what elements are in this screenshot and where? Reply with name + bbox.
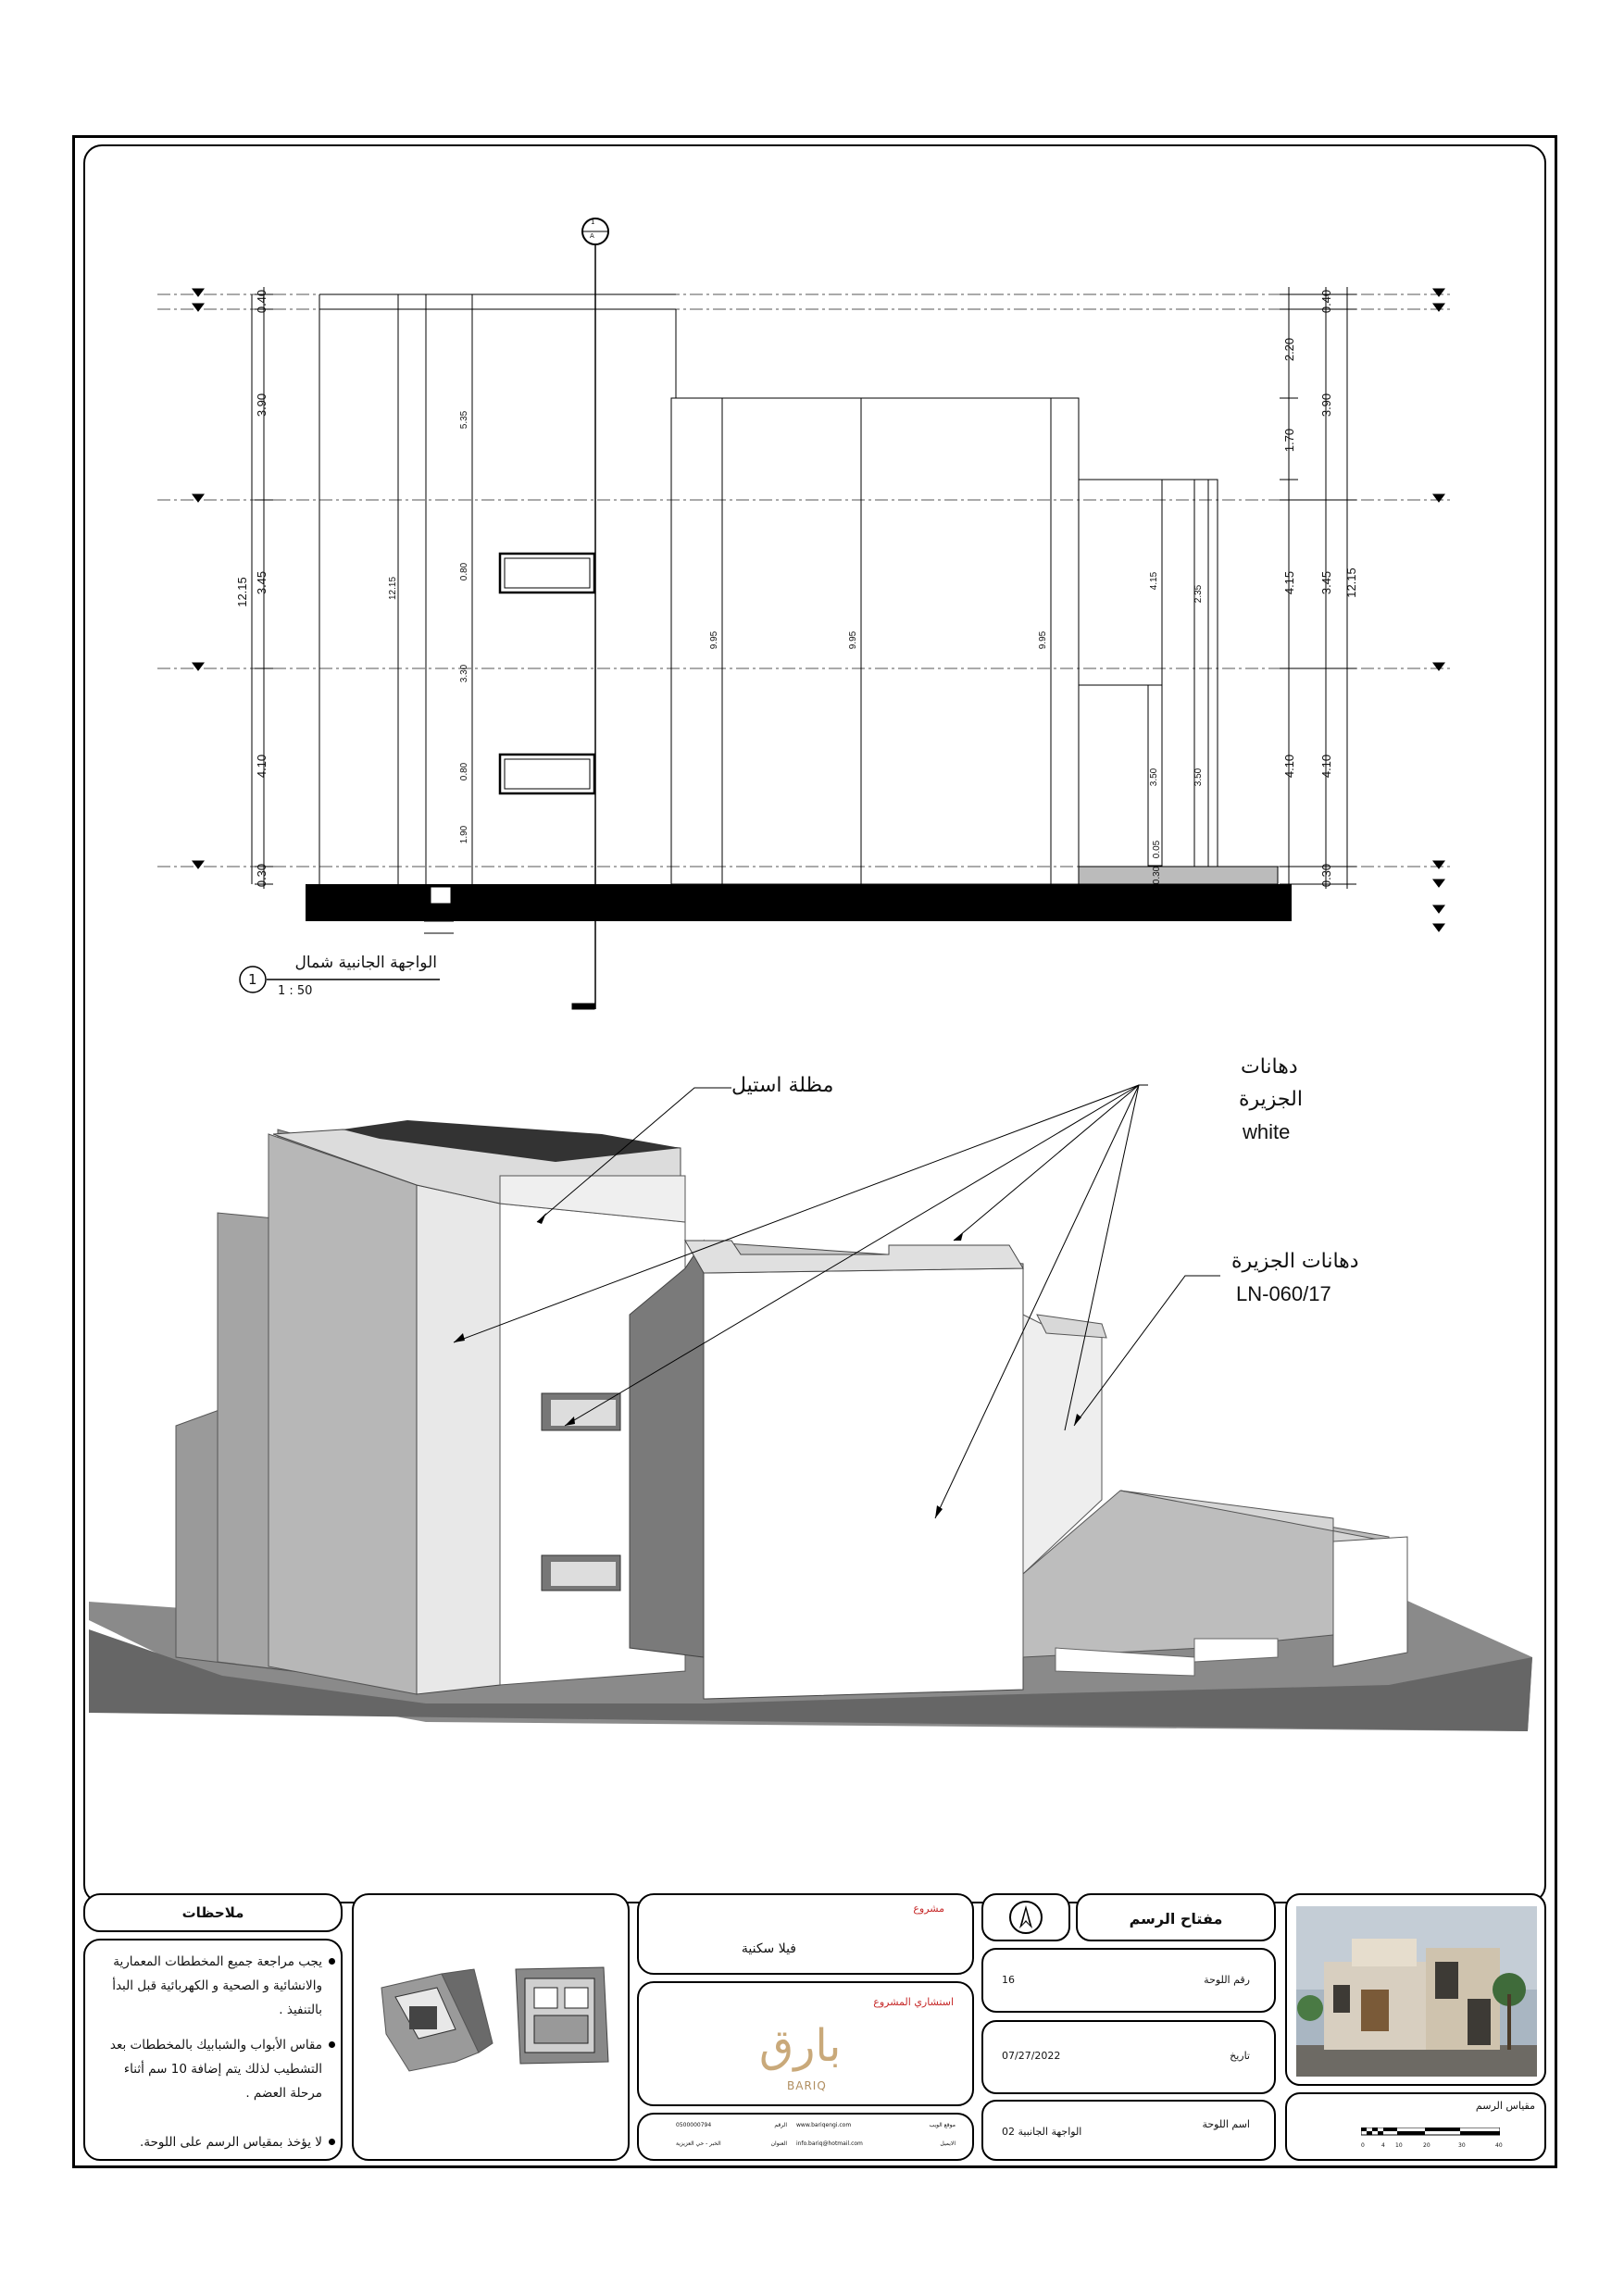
- note-item-1: [106, 1950, 322, 2022]
- north-arrow-box: [981, 1893, 1070, 1941]
- elevation-number: 1: [248, 971, 257, 988]
- dim-right-top: 0.40: [1319, 289, 1334, 314]
- consultant-label: استشاري المشروع: [873, 1996, 954, 2008]
- elevation-scale: 1 : 50: [278, 984, 313, 998]
- dim-right-base: 0.30: [1319, 863, 1334, 888]
- web-label: موقع الويب: [929, 2122, 956, 2128]
- callout-paint-2-line1: دهانات الجزيرة: [1231, 1250, 1359, 1273]
- dim-side-b: 2.35: [1193, 584, 1205, 604]
- note-item-2: [106, 2033, 322, 2105]
- dim-left-top: 0.40: [255, 289, 269, 314]
- scale-tick-1: 4: [1381, 2142, 1385, 2149]
- email-label: الايميل: [940, 2140, 956, 2147]
- key-plan-drawing: [354, 1895, 631, 2163]
- scale-tick-0: 0: [1361, 2142, 1365, 2149]
- note-bullet-1: [329, 1958, 335, 1965]
- project-label: مشروع: [913, 1903, 944, 1915]
- web-value: www.bariqengi.com: [796, 2122, 852, 2128]
- dim-right-upper-b: 3.90: [1319, 393, 1334, 418]
- dim-side-f: 0.30: [1152, 866, 1163, 885]
- dim-right-middle-a: 4.15: [1282, 570, 1297, 595]
- scale-tick-5: 40: [1495, 2142, 1503, 2149]
- legend-title: مفتاح الرسم: [1129, 1910, 1223, 1928]
- dim-sill: 1.90: [459, 825, 470, 844]
- dim-win-upper: 0.80: [459, 562, 470, 581]
- dim-left-middle: 3.45: [255, 570, 269, 595]
- callout-paint-1-line2: الجزيرة: [1239, 1088, 1303, 1111]
- scale-tick-3: 20: [1423, 2142, 1430, 2149]
- dim-right-lower-a: 4.10: [1282, 754, 1297, 779]
- dim-side-a: 4.15: [1149, 571, 1160, 591]
- dim-right-lower-b: 4.10: [1319, 754, 1334, 779]
- scale-title: مقياس الرسم: [1475, 2100, 1535, 2112]
- dim-right-middle-b: 3.45: [1319, 570, 1334, 595]
- sheet-number-box: [981, 1948, 1276, 2013]
- note-item-3: [106, 2130, 322, 2154]
- notes-box: [83, 1939, 343, 2161]
- notes-title: ملاحظات: [181, 1904, 244, 1921]
- callout-steel-canopy: مظلة استيل: [731, 1074, 834, 1097]
- note-text-3: لا يؤخذ بمقياس الرسم على اللوحة.: [140, 2135, 322, 2150]
- date-value: 07/27/2022: [1002, 2050, 1061, 2062]
- consultant-box: [637, 1981, 974, 2106]
- notes-title-box: [83, 1893, 343, 1932]
- dim-left-lower: 4.10: [255, 754, 269, 779]
- contact-box: [637, 2113, 974, 2161]
- callout-paint-1-line3: white: [1243, 1120, 1291, 1143]
- section-marker-top: 1: [591, 218, 595, 226]
- email-value: info.bariq@hotmail.com: [796, 2140, 863, 2147]
- dim-wall-a: 12.15: [388, 576, 399, 601]
- sheet-name-value: الواجهة الجانبية 02: [1002, 2126, 1082, 2138]
- dim-side-c: 3.50: [1149, 767, 1160, 787]
- dim-left-total: 12.15: [234, 577, 249, 607]
- north-arrow-glyph: [1011, 1903, 1041, 1932]
- date-box: [981, 2020, 1276, 2094]
- note-text-1: يجب مراجعة جميع المخططات المعمارية والانشائية و الصحية و الكهربائية قبل البدأ بالتنفيذ .: [112, 1954, 322, 2017]
- dim-right-parapet: 1.70: [1282, 428, 1297, 453]
- address-value: الخبر - حي العزيزية: [676, 2140, 721, 2147]
- sheet-name-box: [981, 2100, 1276, 2161]
- dim-h2: 9.95: [848, 630, 859, 650]
- company-logo: بارق: [759, 2020, 842, 2072]
- phone-value: 0500000794: [676, 2122, 712, 2128]
- north-arrow-icon: [1009, 1901, 1043, 1934]
- date-label: تاريخ: [1230, 2050, 1250, 2062]
- scale-tick-4: 30: [1458, 2142, 1466, 2149]
- key-plan-box: [352, 1893, 630, 2161]
- dim-h1: 9.95: [709, 630, 720, 650]
- phone-label: الرقم: [774, 2122, 787, 2128]
- dim-side-e: 0.05: [1152, 840, 1163, 859]
- note-bullet-2: [329, 2041, 335, 2048]
- scale-box: [1285, 2092, 1546, 2161]
- dim-gap: 3.30: [459, 664, 470, 683]
- thumbnail-box: [1285, 1893, 1546, 2086]
- note-bullet-3: [329, 2139, 335, 2145]
- callout-paint-1-line1: دهانات: [1241, 1055, 1298, 1079]
- company-logo-latin: BARIQ: [787, 2079, 827, 2092]
- render-thumbnail: [1296, 1906, 1537, 2077]
- sheet-name-label: اسم اللوحة: [1202, 2118, 1250, 2130]
- dim-left-base: 0.30: [255, 863, 269, 888]
- legend-title-box: [1076, 1893, 1276, 1941]
- note-text-2: مقاس الأبواب والشبابيك بالمخططات بعد التشطيب لذلك يتم إضافة 10 سم أثناء مرحلة العضم .: [109, 2038, 322, 2101]
- sheet-number-label: رقم اللوحة: [1204, 1974, 1250, 1986]
- sheet-number-value: 16: [1002, 1974, 1015, 1986]
- scale-tick-2: 10: [1395, 2142, 1403, 2149]
- dim-right-upper-a: 2.20: [1282, 337, 1297, 362]
- dim-side-d: 3.50: [1193, 767, 1205, 787]
- dim-h3: 9.95: [1038, 630, 1049, 650]
- dim-win-lower: 0.80: [459, 762, 470, 781]
- scale-bar: [1361, 2128, 1500, 2140]
- section-marker-bottom: A: [590, 232, 594, 240]
- elevation-title: الواجهة الجانبية شمال: [294, 954, 437, 972]
- project-box: [637, 1893, 974, 1975]
- address-label: العنوان: [770, 2140, 787, 2147]
- dim-wall-b: 5.35: [459, 410, 470, 430]
- project-name: فيلا سكنية: [741, 1941, 796, 1956]
- dim-left-upper: 3.90: [255, 393, 269, 418]
- callout-paint-2-line2: LN-060/17: [1236, 1282, 1331, 1305]
- dim-right-total: 12.15: [1343, 568, 1358, 598]
